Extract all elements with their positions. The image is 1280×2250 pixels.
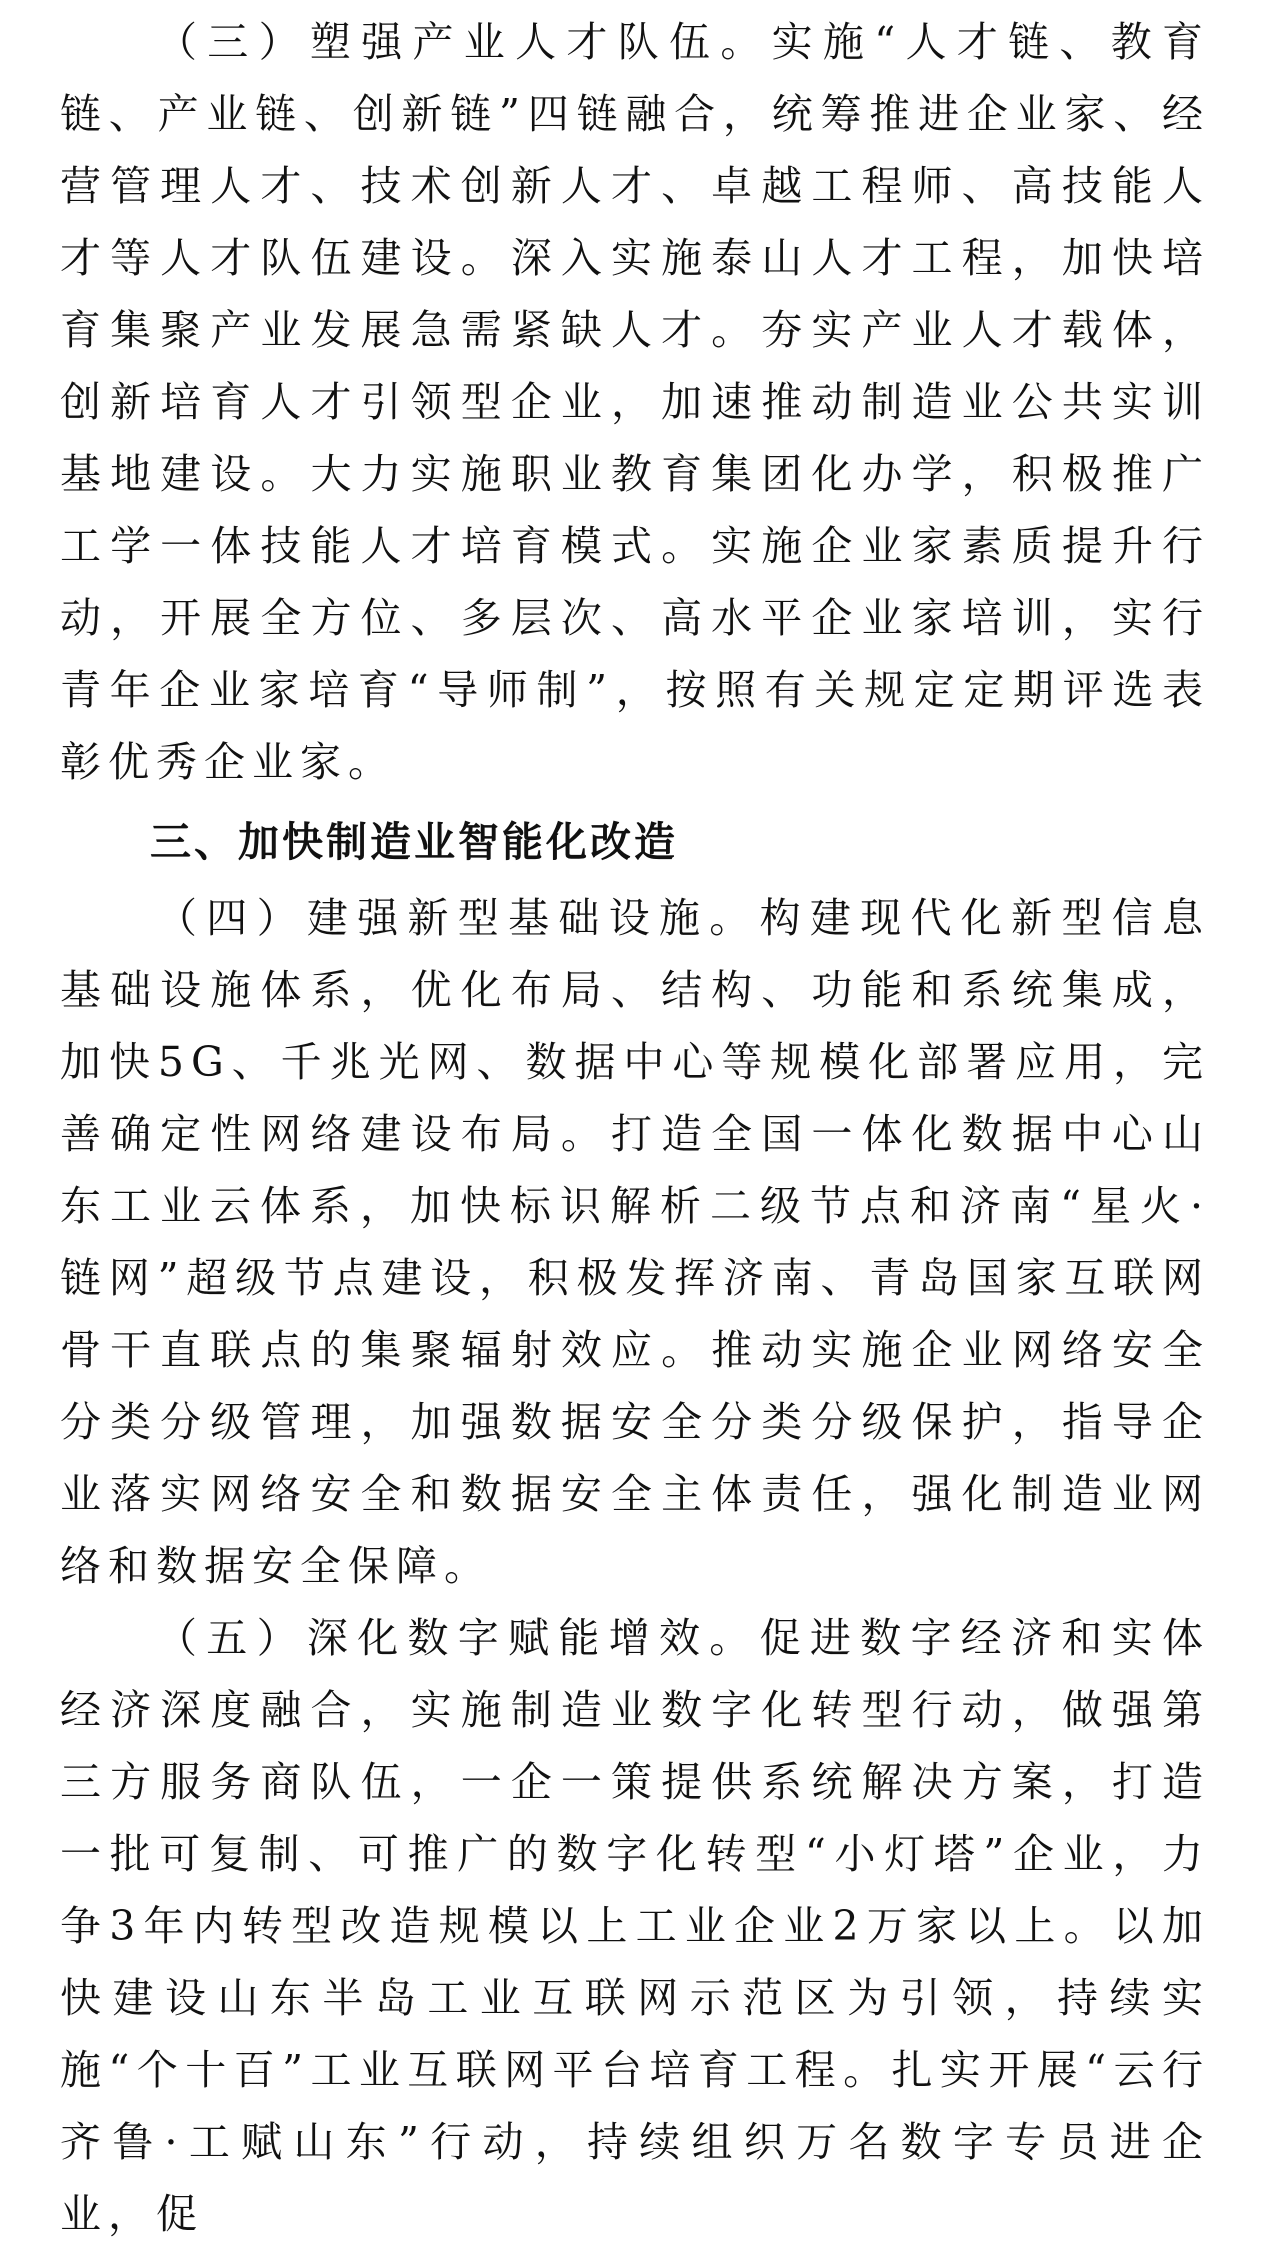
document-page: [60, 0, 1210, 2250]
paragraph-digital-empowerment: （五）深化数字赋能增效。促进数字经济和实体经济深度融合，实施制造业数字化转型行动，做强第三方服务商队伍，一企一策提供系统解决方案，打造一批可复制、可推广的数字化转型“小灯塔”企业，力争3年内转型改造规模以上工业企业2万家以上。以加快建设山东半岛工业互联网示范区为引领，持续实施“个十百”工业互联网平台培育工程。扎实开展“云行齐鲁·工赋山东”行动，持续组织万名数字专员进企业，促: [60, 1614, 1210, 2238]
paragraph-infrastructure: （四）建强新型基础设施。构建现代化新型信息基础设施体系，优化布局、结构、功能和系统集成，加快5G、千兆光网、数据中心等规模化部署应用，完善确定性网络建设布局。打造全国一体化数据中心山东工业云体系，加快标识解析二级节点和济南“星火·链网”超级节点建设，积极发挥济南、青岛国家互联网骨干直联点的集聚辐射效应。推动实施企业网络安全分类分级管理，加强数据安全分类分级保护，指导企业落实网络安全和数据安全主体责任，强化制造业网络和数据安全保障。: [60, 894, 1210, 1590]
paragraph-talent-team: （三）塑强产业人才队伍。实施“人才链、教育链、产业链、创新链”四链融合，统筹推进企业家、经营管理人才、技术创新人才、卓越工程师、高技能人才等人才队伍建设。深入实施泰山人才工程，加快培育集聚产业发展急需紧缺人才。夯实产业人才载体，创新培育人才引领型企业，加速推动制造业公共实训基地建设。大力实施职业教育集团化办学，积极推广工学一体技能人才培育模式。实施企业家素质提升行动，开展全方位、多层次、高水平企业家培训，实行青年企业家培育“导师制”，按照有关规定定期评选表彰优秀企业家。: [60, 18, 1210, 786]
section-heading-smart-manufacturing: 三、加快制造业智能化改造: [150, 818, 678, 866]
